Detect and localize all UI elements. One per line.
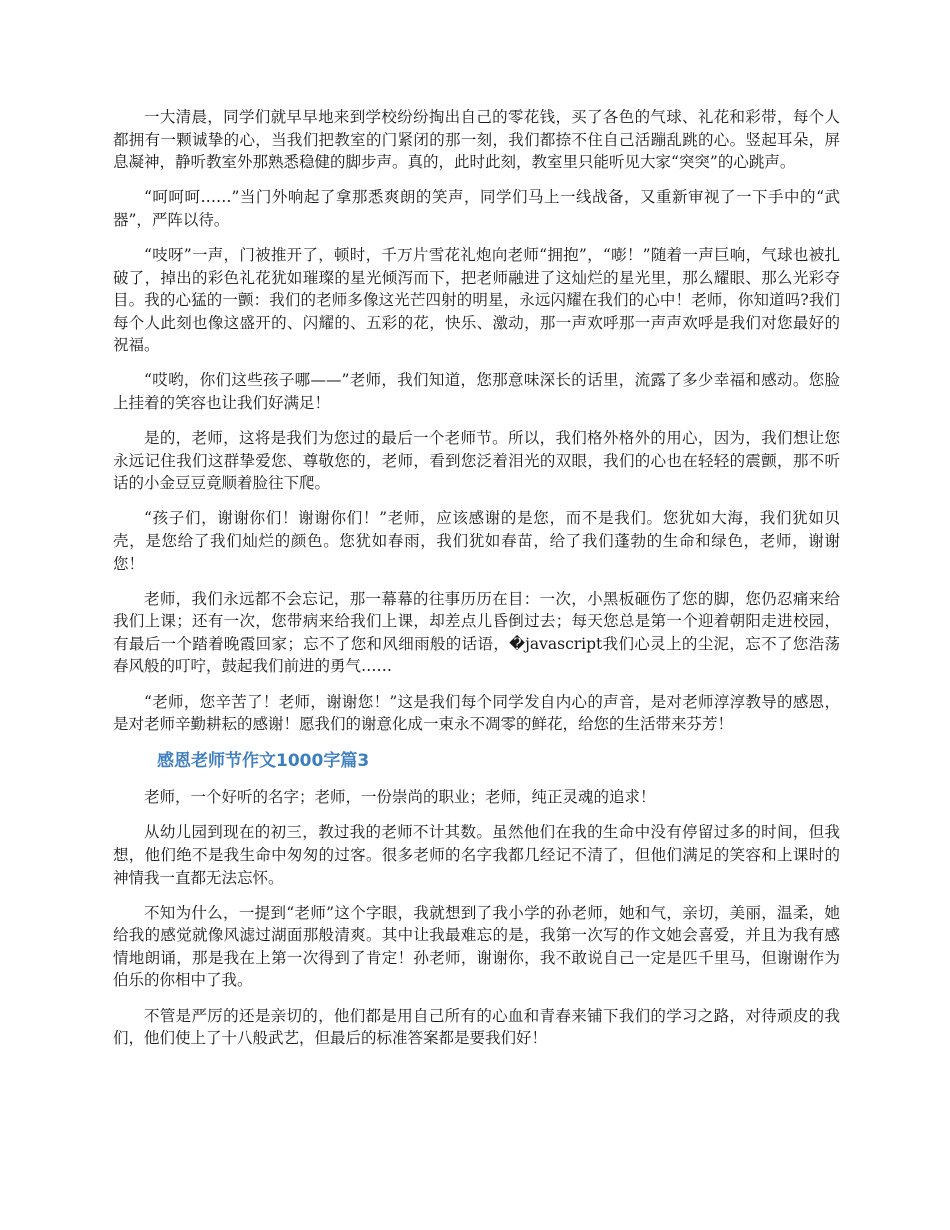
paragraph: “孩子们，谢谢你们！谢谢你们！”老师，应该感谢的是您，而不是我们。您犹如大海，我们犹如贝壳，是您给了我们灿烂的颜色。您犹如春雨，我们犹如春苗，给了我们蓬勃的生命和绿色，老师，谢谢您！ <box>113 509 840 573</box>
paragraph: 从幼儿园到现在的初三，教过我的老师不计其数。虽然他们在我的生命中没有停留过多的时间，但我想，他们绝不是我生命中匆匆的过客。很多老师的名字我都几经记不清了，但他们满足的笑容和上课时的神情我一直都无法忘怀。 <box>113 823 840 887</box>
paragraph: “吱呀”一声，门被推开了，顿时，千万片雪花礼炮向老师“拥抱”，“嘭！”随着一声巨响，气球也被扎破了，掉出的彩色礼花犹如璀璨的星光倾泻而下，把老师融进了这灿烂的星光里，那么耀眼、那么光彩夺目。我的心猛的一颤：我们的老师多像这光芒四射的明星，永远闪耀在我们的心中！老师，你知道吗?我们每个人此刻也像这盛开的、闪耀的、五彩的花，快乐、激动，那一声欢呼那一声声欢呼是我们对您最好的祝福。 <box>113 245 840 355</box>
document-page <box>113 106 840 1062</box>
paragraph: “哎哟，你们这些孩子哪——”老师，我们知道，您那意味深长的话里，流露了多少幸福和感动。您脸上挂着的笑容也让我们好满足！ <box>113 371 840 413</box>
paragraph: “老师，您辛苦了！老师，谢谢您！”这是我们每个同学发自内心的声音，是对老师淳淳教导的感恩，是对老师辛勤耕耘的感谢！愿我们的谢意化成一束永不凋零的鲜花，给您的生活带来芬芳！ <box>113 692 840 734</box>
paragraph: 不知为什么，一提到“老师”这个字眼，我就想到了我小学的孙老师，她和气，亲切，美丽，温柔，她给我的感觉就像风滤过湖面那般清爽。其中让我最难忘的是，我第一次写的作文她会喜爱，并且为我有感情地朗诵，那是我在上第一次得到了肯定！孙老师，谢谢你，我不敢说自己一定是匹千里马，但谢谢作为伯乐的你相中了我。 <box>113 903 840 990</box>
paragraph: 是的，老师，这将是我们为您过的最后一个老师节。所以，我们格外格外的用心，因为，我们想让您永远记住我们这群挚爱您、尊敬您的，老师，看到您泛着泪光的双眼，我们的心也在轻轻的震颤，那不听话的小金豆豆竟顺着脸往下爬。 <box>113 429 840 493</box>
paragraph: “呵呵呵……”当门外响起了拿那悉爽朗的笑声，同学们马上一线战备，又重新审视了一下手中的“武器”，严阵以待。 <box>113 188 840 229</box>
paragraph: 老师，一个好听的名字；老师，一份崇尚的职业；老师，纯正灵魂的追求！ <box>144 788 656 807</box>
section-heading: 感恩老师节作文1000字篇3 <box>157 751 370 772</box>
paragraph: 不管是严厉的还是亲切的，他们都是用自己所有的心血和青春来铺下我们的学习之路，对待顽皮的我们，他们使上了十八般武艺，但最后的标准答案都是要我们好！ <box>113 1006 840 1048</box>
paragraph: 一大清晨，同学们就早早地来到学校纷纷掏出自己的零花钱，买了各色的气球、礼花和彩带，每个人都拥有一颗诚挚的心，当我们把教室的门紧闭的那一刻，我们都捺不住自己活蹦乱跳的心。竖起耳朵，屏息凝神，静听教室外那熟悉稳健的脚步声。真的，此时此刻，教室里只能听见大家“突突”的心跳声。 <box>113 108 840 172</box>
paragraph: 老师，我们永远都不会忘记，那一幕幕的往事历历在目：一次，小黑板砸伤了您的脚，您仍忍痛来给我们上课；还有一次，您带病来给我们上课，却差点儿昏倒过去；每天您总是第一个迎着朝阳走进校园，有最后一个踏着晚霞回家；忘不了您和风细雨般的话语，�javascript我们心灵上的尘泥，忘不了您浩荡春风般的叮咛，鼓起我们前进的勇气…… <box>113 589 840 676</box>
